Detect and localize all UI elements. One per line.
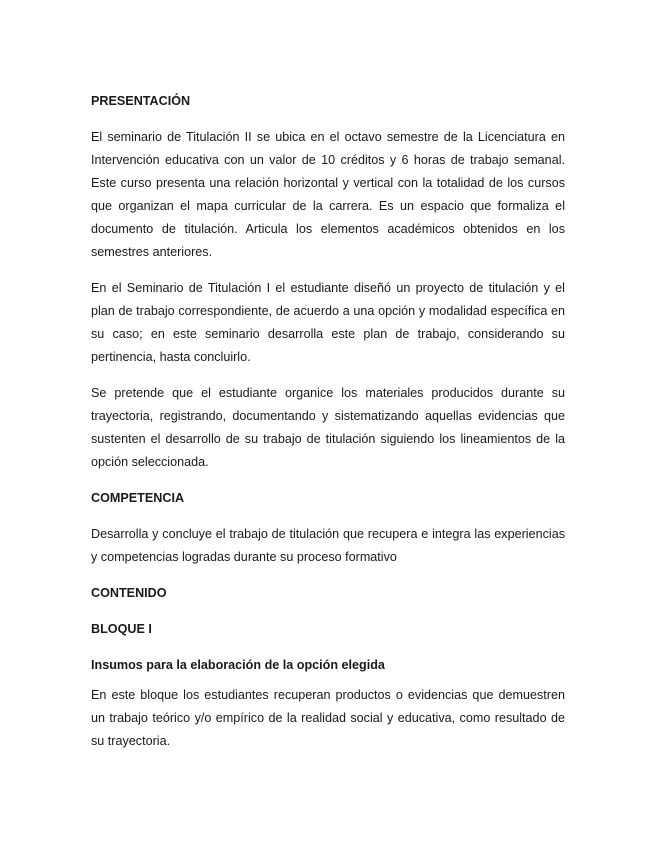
presentacion-paragraph-3: Se pretende que el estudiante organice los materiales producidos durante su trayectoria, registrando, documentando y sistematizando aquellas evidencias que sustenten el desarrollo de su trabajo de titulación siguiendo los lineamientos de la opción seleccionada.: [91, 386, 565, 469]
contenido-heading: CONTENIDO: [91, 586, 167, 600]
bloque-1-heading: BLOQUE I: [91, 622, 152, 636]
presentacion-paragraph-2: En el Seminario de Titulación I el estudiante diseñó un proyecto de titulación y el plan de trabajo correspondiente, de acuerdo a una opción y modalidad específica en su caso; en este seminario desarrolla este plan de trabajo, considerando su pertinencia, hasta concluirlo.: [91, 281, 565, 364]
presentacion-paragraph-1: El seminario de Titulación II se ubica en el octavo semestre de la Licenciatura en Intervención educativa con un valor de 10 créditos y 6 horas de trabajo semanal. Este curso presenta una relación horizontal y vertical con la totalidad de los cursos que organizan el mapa curricular de la carrera. Es un espacio que formaliza el documento de titulación. Articula los elementos académicos obtenidos en los semestres anteriores.: [91, 130, 565, 259]
bloque-1-subtitle: Insumos para la elaboración de la opción elegida: [91, 658, 385, 672]
bloque-1-paragraph: En este bloque los estudiantes recuperan productos o evidencias que demuestren un trabajo teórico y/o empírico de la realidad social y educativa, como resultado de su trayectoria.: [91, 688, 565, 748]
document-page: [91, 90, 565, 753]
competencia-heading: COMPETENCIA: [91, 491, 185, 505]
competencia-paragraph: Desarrolla y concluye el trabajo de titulación que recupera e integra las experiencias y competencias logradas durante su proceso formativo: [91, 527, 565, 564]
presentacion-heading: PRESENTACIÓN: [91, 94, 191, 108]
